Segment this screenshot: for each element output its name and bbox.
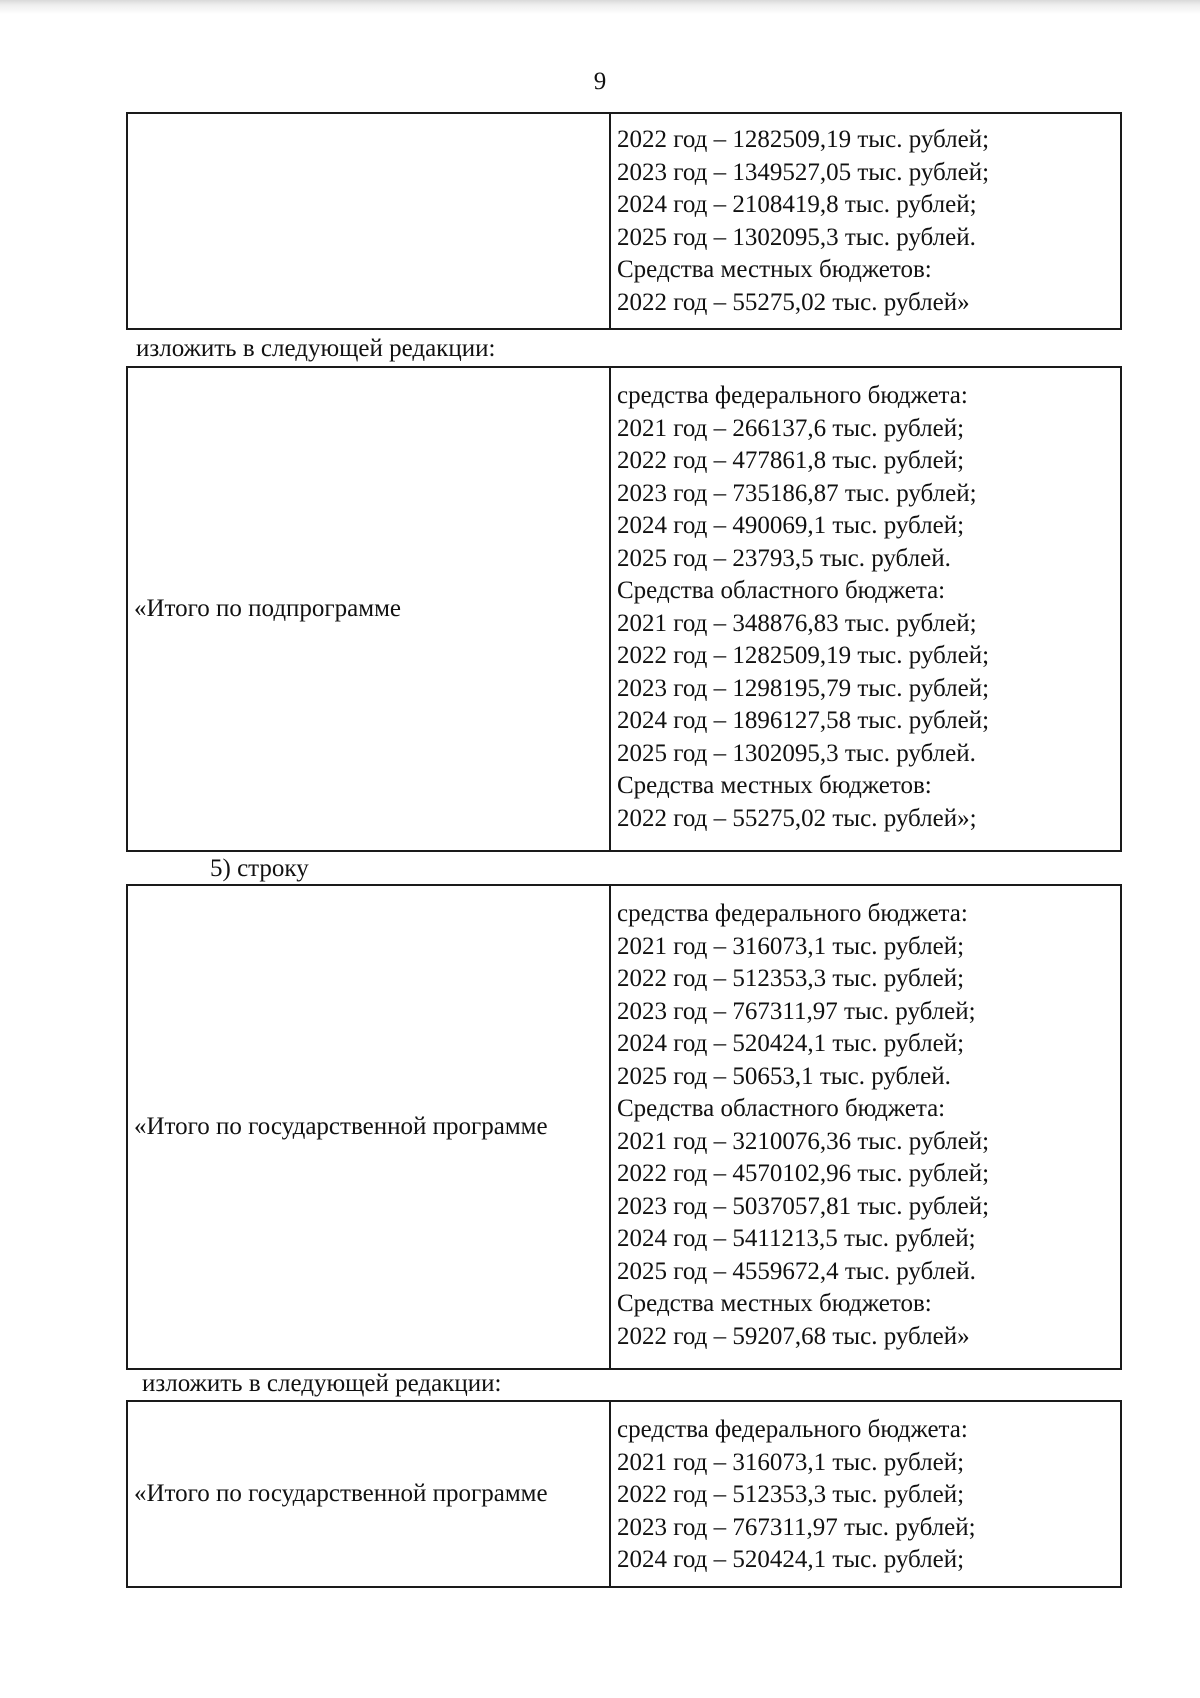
table-value-line: 2022 год – 1282509,19 тыс. рублей; (617, 642, 990, 669)
table-value-line: 2025 год – 1302095,3 тыс. рублей. (617, 223, 976, 251)
table-value-line: 2022 год – 512353,3 тыс. рублей; (617, 965, 965, 992)
table-label: «Итого по государственной программе (134, 1113, 548, 1140)
table-old-subprogram-tail (126, 112, 1122, 330)
table-value-line: 2024 год – 5411213,5 тыс. рублей; (617, 1225, 976, 1252)
table-value-line: 2022 год – 55275,02 тыс. рублей»; (617, 804, 977, 832)
table-value-line: 2021 год – 266137,6 тыс. рублей; (617, 414, 965, 442)
table-label-cell (128, 368, 609, 850)
table-value-line: 2023 год – 5037057,81 тыс. рублей; (617, 1192, 990, 1220)
table-value-line: Средства местных бюджетов: (617, 772, 932, 799)
table-value-cell (617, 124, 1120, 319)
table-old-state-program-total (126, 884, 1122, 1370)
table-value-line: 2022 год – 59207,68 тыс. рублей» (617, 1322, 970, 1350)
table-value-line: Средства местных бюджетов: (617, 1290, 932, 1317)
table-value-line: средства федерального бюджета: (617, 1416, 968, 1443)
table-value-line: 2022 год – 477861,8 тыс. рублей; (617, 447, 965, 474)
table-value-line: 2025 год – 23793,5 тыс. рублей. (617, 544, 951, 572)
table-value-line: 2025 год – 50653,1 тыс. рублей. (617, 1062, 951, 1090)
table-value-line: 2021 год – 316073,1 тыс. рублей; (617, 1448, 965, 1476)
table-value-line: 2022 год – 4570102,96 тыс. рублей; (617, 1160, 990, 1187)
table-value-line: 2024 год – 1896127,58 тыс. рублей; (617, 707, 990, 734)
table-label-cell (128, 1402, 609, 1586)
table-value-line: 2022 год – 1282509,19 тыс. рублей; (617, 126, 990, 153)
table-value-line: 2023 год – 767311,97 тыс. рублей; (617, 997, 976, 1025)
table-value-line: 2023 год – 1349527,05 тыс. рублей; (617, 158, 990, 186)
table-value-line: 2024 год – 520424,1 тыс. рублей; (617, 1546, 965, 1573)
table-divider (609, 1402, 611, 1586)
table-value-line: 2021 год – 316073,1 тыс. рублей; (617, 932, 965, 960)
table-value-line: 2022 год – 55275,02 тыс. рублей» (617, 288, 970, 316)
table-label: «Итого по государственной программе (134, 1480, 548, 1507)
table-value-cell (617, 898, 1120, 1353)
table-value-line: 2024 год – 2108419,8 тыс. рублей; (617, 191, 977, 218)
table-value-line: 2024 год – 490069,1 тыс. рублей; (617, 512, 965, 539)
table-value-line: средства федерального бюджета: (617, 900, 968, 927)
table-value-line: 2025 год – 4559672,4 тыс. рублей. (617, 1257, 976, 1285)
table-new-state-program-total (126, 1400, 1122, 1588)
table-value-line: 2025 год – 1302095,3 тыс. рублей. (617, 739, 976, 767)
table-new-subprogram-total (126, 366, 1122, 852)
instruction-text: изложить в следующей редакции: (136, 335, 496, 362)
table-label-cell (128, 114, 609, 328)
table-divider (609, 114, 611, 328)
table-value-line: Средства областного бюджета: (617, 577, 946, 604)
table-value-line: Средства областного бюджета: (617, 1095, 946, 1122)
table-value-line: 2023 год – 735186,87 тыс. рублей; (617, 479, 977, 507)
item-number-text: 5) строку (210, 855, 309, 882)
table-divider (609, 368, 611, 850)
table-value-line: средства федерального бюджета: (617, 382, 968, 409)
table-value-line: 2021 год – 3210076,36 тыс. рублей; (617, 1127, 990, 1155)
table-value-cell (617, 1414, 1120, 1577)
page-number: 9 (593, 68, 607, 95)
table-value-line: 2023 год – 767311,97 тыс. рублей; (617, 1513, 976, 1541)
table-label-cell (128, 886, 609, 1368)
table-value-line: 2022 год – 512353,3 тыс. рублей; (617, 1481, 965, 1508)
table-value-line: Средства местных бюджетов: (617, 256, 932, 283)
table-label: «Итого по подпрограмме (134, 595, 402, 622)
table-divider (609, 886, 611, 1368)
table-value-line: 2023 год – 1298195,79 тыс. рублей; (617, 674, 990, 702)
table-value-cell (617, 380, 1120, 835)
scan-edge (0, 0, 1200, 14)
table-value-line: 2021 год – 348876,83 тыс. рублей; (617, 609, 977, 637)
table-value-line: 2024 год – 520424,1 тыс. рублей; (617, 1030, 965, 1057)
instruction-text: изложить в следующей редакции: (142, 1370, 502, 1397)
